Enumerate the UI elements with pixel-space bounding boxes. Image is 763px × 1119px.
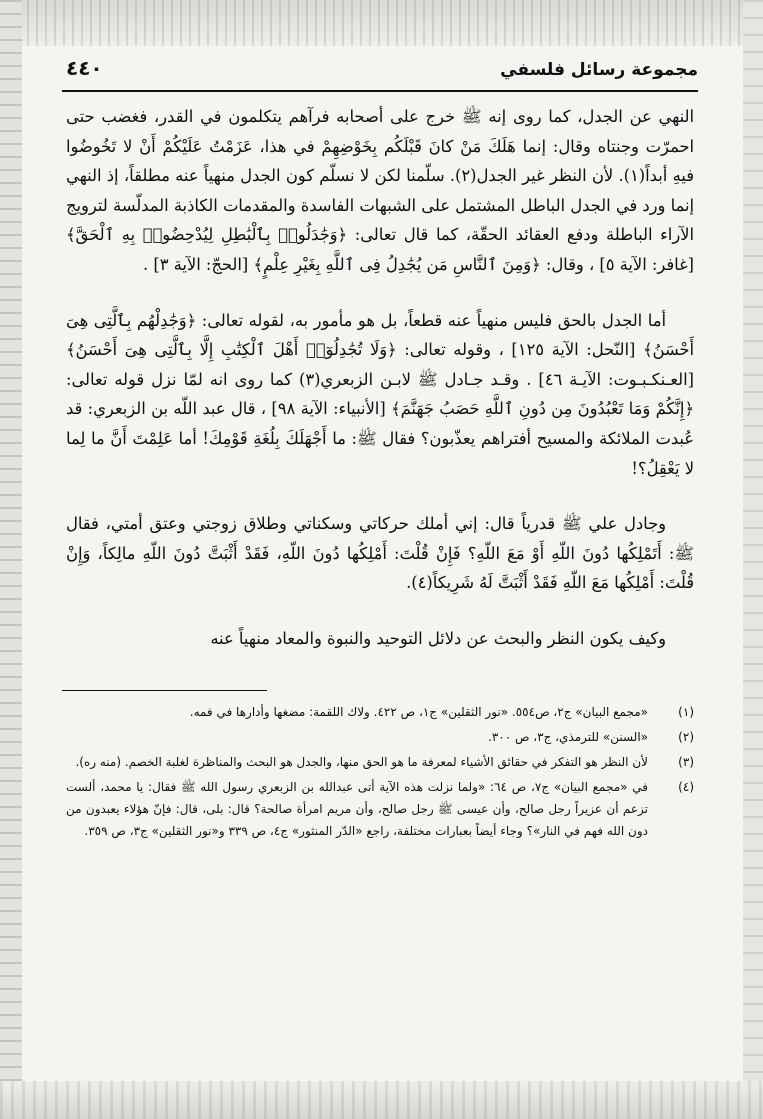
page-header	[62, 56, 698, 92]
footnotes	[62, 701, 698, 842]
footnote-number: (٣)	[678, 754, 694, 769]
footnote-text: «مجمع البيان» ج٢، ص٥٥٤. «نور الثقلين» ج١، ص ٤٢٢. ولاك اللقمة: مضغها وأدارها في فمه.	[189, 704, 648, 719]
scan-edge-right	[743, 0, 763, 1119]
footnote-separator	[62, 690, 267, 691]
scan-edge-top	[0, 0, 763, 46]
running-title: مجموعة رسائل فلسفي	[500, 60, 698, 80]
paragraph-1: النهي عن الجدل، كما روى إنه ﷺ خرج على أصحابه فرآهم يتكلمون في القدر، فغضب حتى احمرّت وجنتاه وقال: إنما هَلَكَ مَنْ كانَ قَبْلَكُم بِخَوْضِهِمْ في هذا، عَزَمْتُ عَلَيْكُمْ أَنْ لا تَخُوضُوا فيهِ أبداً(١). لأن النظر غير الجدل(٢). سلّمنا لكن لا نسلّم كون الجدل منهياً عنه مطلقاً، إذ النهي إنما ورد في الجدل الباطل المشتمل على الشبهات الفاسدة والمقدمات الكاذبة المدلّسة لترويج الآراء الباطلة ودفع العقائد الحقّة، كما قال تعالى: ﴿وَجَٰدَلُوا۟ بِٱلْبَٰطِلِ لِيُدْحِضُوا۟ بِهِ ٱلْحَقَّ﴾ [غافر: الآية ٥] ، وقال: ﴿وَمِنَ ٱلنَّاسِ مَن يُجَٰدِلُ فِى ٱللَّهِ بِغَيْرِ عِلْمٍ﴾ [الحجّ: الآية ٣] .	[66, 107, 695, 274]
body-text	[62, 102, 698, 654]
footnote-text: لأن النظر هو التفكر في حقائق الأشياء لمعرفة ما هو الحق منها، والجدل هو البحث والمناظرة لغلبة الخصم. (منه ره).	[75, 754, 648, 769]
footnote-3	[62, 751, 698, 773]
page-number: ٤٤٠	[66, 56, 103, 80]
footnote-2	[62, 726, 698, 748]
footnote-number: (١)	[678, 704, 694, 719]
paragraph-3: وجادل علي ﷺ قدرياً قال: إني أملك حركاتي وسكناتي وطلاق زوجتي وعتق أمتي، فقال ﷺ: أَتَمْلِكُها دُونَ اللّهِ أَوْ مَعَ اللّهِ؟ فَإِنْ قُلْتَ: أَمْلِكُها دُونَ اللّهِ، فَقَدْ أَثْبَتَّ دُونَ اللّهِ مالِكاً، وَإِنْ قُلْتَ: أَمْلِكُها مَعَ اللّهِ فَقَدْ أَثْبَتَّ لَهُ شَرِيكاً(٤).	[66, 514, 694, 593]
scan-edge-bottom	[0, 1081, 763, 1119]
scan-edge-left	[0, 0, 22, 1119]
footnote-text: «السنن» للترمذي، ج٣، ص ٣٠٠.	[487, 729, 648, 744]
paragraph-4: وكيف يكون النظر والبحث عن دلائل التوحيد والنبوة والمعاد منهياً عنه	[210, 628, 666, 648]
book-page	[62, 56, 698, 845]
footnote-number: (٤)	[678, 779, 694, 794]
footnote-4	[62, 776, 698, 842]
paragraph-2: أما الجدل بالحق فليس منهياً عنه قطعاً، بل هو مأمور به، لقوله تعالى: ﴿وَجَٰدِلْهُم بِٱلَّتِى هِىَ أَحْسَنُ﴾ [النّحل: الآية ١٢٥] ، وقوله تعالى: ﴿وَلَا تُجَٰدِلُوٓا۟ أَهْلَ ٱلْكِتَٰبِ إِلَّا بِٱلَّتِى هِىَ أَحْسَنُ﴾ [العـنكـبـوت: الآيـة ٤٦] . وقـد جـادل ﷺ لابـن الزبعري(٣) كما روى انه لمّا نزل قوله تعالى: ﴿إِنَّكُمْ وَمَا تَعْبُدُونَ مِن دُونِ ٱللَّهِ حَصَبُ جَهَنَّمَ﴾ [الأنبياء: الآية ٩٨] ، قال عبد اللّه بن الزبعري: قد عُبدت الملائكة والمسيح أفتراهم يعذّبون؟ فقال ﷺ: ما أَجْهَلَكَ بِلُغَةِ قَوْمِكَ! أما عَلِمْتَ أَنَّ ما لِما لا يَعْقِلُ؟!	[66, 310, 694, 478]
footnote-text: في «مجمع البيان» ج٧، ص ٦٤: «ولما نزلت هذه الآية أتى عبدالله بن الزبعري رسول الله ﷺ فقال: يا محمد، ألست تزعم أن عزيراً رجل صالح، وأن عيسى ﷺ رجل صالح، وأن مريم امرأة صالحة؟ قال: بلى، قال: فإنّ هؤلاء يعبدون من دون الله فهم في النار»؟ وجاء أيضاً بعبارات مختلفة، راجع «الدّر المنثور» ج٤، ص ٣٣٩ و«نور الثقلين» ج٣، ص ٣٥٩.	[66, 779, 649, 838]
footnote-1	[62, 701, 698, 723]
footnote-number: (٢)	[678, 729, 694, 744]
